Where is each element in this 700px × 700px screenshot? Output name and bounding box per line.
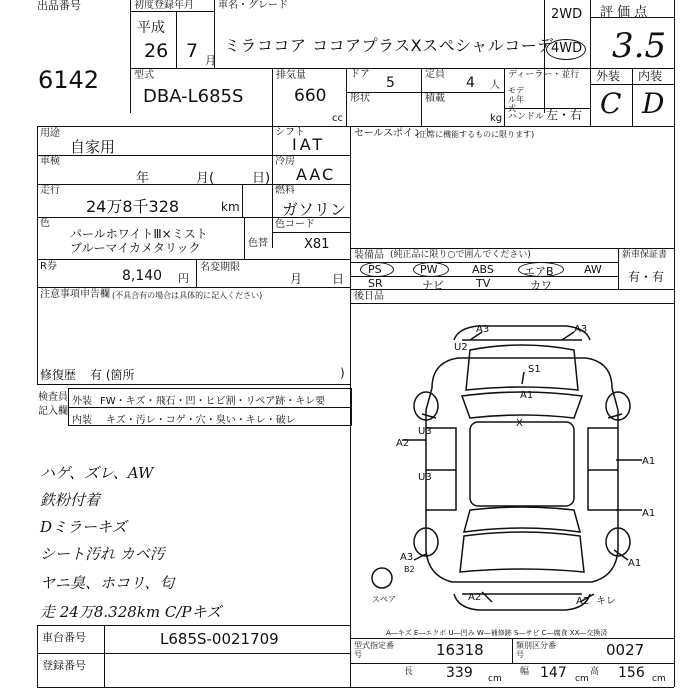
eval-label: 評 価 点 [600,5,648,20]
recycle-label: R券 [40,261,57,272]
repair-close: ) [340,366,345,380]
spare-label: スペア [372,595,396,604]
era: 平成 [137,20,165,36]
divider [37,217,350,218]
divider [37,126,674,127]
warranty-value: 有・有 [628,270,665,284]
rear-hatch [460,532,584,572]
drive-4wd: 4WD [551,41,583,56]
name-change-day: 日 [332,272,345,286]
kg-unit: kg [490,113,503,124]
cm-unit: cm [575,674,589,684]
height-label: 高 [590,667,600,677]
model-name: ミラココア ココアプラスXスペシャルコーデ [224,36,554,55]
equip-item: SR [368,277,383,290]
interior-grade: D [642,87,665,120]
reg-year: 26 [144,40,169,62]
displacement-label: 排気量 [276,70,306,81]
divider [590,17,674,18]
diagram-legend: A―キズ E―エクボ U―凹み W―補修跡 S―サビ C―腐食 XX―交換済 [386,629,608,637]
interior-row-label: 内装 [72,415,92,426]
fuel-value: ガソリン [282,200,347,219]
inspection-month-unit: 月( [196,171,215,186]
use-label: 用途 [40,128,60,139]
right-side [588,428,618,510]
rear-window [464,507,580,532]
cm-unit: cm [488,674,502,684]
doors: 5 [386,75,395,91]
divider [674,126,675,687]
body-label: 形状 [350,93,370,104]
spare-tire [372,568,392,588]
ac-value: AAC [296,165,336,184]
model-label: 車名・グレード [218,0,288,11]
note-line-5: ヤニ臭、ホコリ、匂 [40,574,175,592]
divider [590,0,591,126]
divider [350,303,674,304]
yen-unit: 円 [178,272,189,285]
cm-unit: cm [652,674,666,684]
ac-label: 冷房 [275,156,295,167]
damage-mark: B2 [404,565,415,574]
color-code: X81 [304,237,330,252]
drive-2wd: 2WD [551,7,583,22]
divider [37,287,350,288]
height-value: 156 [618,665,645,681]
inspector-label: 検査員記入欄 [38,392,68,417]
divider [504,68,505,126]
type-cert-label: 型式指定番号 [354,641,394,659]
note-line-2: 鉄粉付着 [40,491,101,509]
divider [590,84,674,85]
inspection-year-unit: 年 [136,171,150,186]
equip-item: TV [476,277,491,290]
displacement: 660 [294,86,327,106]
divider [272,68,273,126]
cc-unit: cc [332,113,343,124]
chassis-label: 車台番号 [42,631,86,644]
divider [618,248,619,289]
model-year-label: モデル年式 [508,86,524,113]
divider [37,625,350,626]
handle-value: 左・右 [546,108,583,122]
name-change-label: 名変期限 [200,262,240,273]
roof [470,422,574,506]
divider [242,184,243,217]
caution-note: (不具合有の場合は具体的に記入ください) [112,291,263,300]
width-label: 幅 [520,667,530,677]
type-cert-value: 16318 [436,641,484,659]
new-car-warranty-label: 新車保証書 [622,250,668,260]
shift-value: IAT [292,135,326,154]
note-line-3: Dミラーキズ [40,518,127,536]
mileage-value: 24万8千328 [86,197,180,216]
divider [37,384,350,385]
caution-label: 注意事項申告欄 [40,289,110,300]
reg-month: 7 [186,40,199,62]
exterior-row-label: 外装 [72,396,92,407]
equip-item: カワ [530,279,552,292]
color-value-2: ブルーマイカメタリック [70,241,201,255]
divider [244,217,245,259]
damage-mark: A2 [468,592,482,603]
divider [68,407,352,408]
fuel-label: 燃料 [275,185,295,196]
equip-item: ナビ [422,279,444,292]
equip-item: ABS [472,263,494,276]
first-reg-label: 初度登録年月 [134,0,194,11]
type-code: DBA-L685S [143,86,244,107]
divider [544,0,545,113]
recycle-value: 8,140 [122,268,163,284]
note-line-4: シート汚れ カベ汚 [40,545,165,563]
divider [37,625,38,687]
capacity: 4 [466,75,475,91]
exterior-grade: C [600,87,622,120]
damage-mark: A1 [642,508,656,519]
divider [350,248,674,249]
class-label: 類別区分番号 [516,641,556,659]
divider [346,68,347,126]
car-damage-diagram [352,310,672,628]
equip-item: AW [584,263,602,276]
inspection-day-unit: 日) [252,171,271,186]
doors-label: ドア [350,69,370,80]
color-value-1: パールホワイトⅢ×ミスト [70,227,208,241]
divider [504,108,590,109]
exterior-row-items: FW・キズ・飛石・凹・ヒビ割・リペア跡・キレ要 [100,396,326,407]
divider [632,68,633,126]
eval-score: 3.5 [612,26,667,66]
divider [176,11,177,68]
divider [37,653,350,654]
interior-row-items: キズ・汚レ・コゲ・穴・臭い・キレ・破レ [106,415,296,426]
damage-mark: S1 [528,364,541,375]
left-side [426,428,456,510]
damage-mark: A1 [628,558,642,569]
divider [130,0,131,113]
load-label: 積載 [425,93,445,104]
exterior-label: 外装 [596,69,621,83]
divider [272,232,350,233]
mileage-label: 走行 [40,185,60,196]
sales-point-label: セールスポイント [354,128,434,139]
inspection-label: 車検 [40,156,60,167]
divider [196,259,197,287]
damage-mark: X [516,418,523,429]
type-label: 型式 [134,70,154,81]
class-value: 0027 [606,641,645,659]
use-value: 自家用 [70,138,116,156]
damage-mark: A3 [400,552,414,563]
damage-mark: A1 [520,390,534,401]
damage-mark: A3 [476,324,490,335]
repair-value: 有 (箇所 [90,368,135,382]
equip-label: 装備品 [354,250,384,261]
dealer-label: ディーラー・並行 [508,70,580,80]
divider [104,625,105,687]
repair-label: 修復歴 [40,368,77,382]
divider [214,0,215,68]
shift-label: シフト [275,127,305,138]
equip-note: (純正品に限り○で囲んでください) [390,250,531,260]
divider [37,687,674,688]
equip-item: エアB [524,265,554,278]
interior-label: 内装 [638,69,663,83]
color-label: 色 [40,218,50,229]
km-unit: km [221,200,240,214]
divider [350,289,674,290]
note-line-6: 走 24万8.328km C/Pキズ [40,603,222,621]
damage-mark: キレ [596,596,616,607]
width-value: 147 [540,665,567,681]
handle-label: ハンドル [508,112,545,122]
length-value: 339 [446,665,473,681]
length-label: 長 [404,667,414,677]
equip-item: PS [368,263,382,276]
divider [37,126,38,384]
chassis-value: L685S-0021709 [160,630,279,648]
damage-mark: A3 [574,324,588,335]
damage-mark: U2 [454,342,468,353]
divider [130,11,214,12]
damage-mark: A2 [396,438,410,449]
reg-label: 登録番号 [42,659,86,672]
divider [37,259,350,260]
sales-point-note: (正常に機能するものに限ります) [416,130,535,139]
name-change-month: 月 [290,272,303,286]
lot-number: 6142 [38,66,100,94]
lot-label: 出品番号 [37,0,81,12]
color-code-label: 色コード [275,219,315,230]
person-unit: 人 [490,80,500,91]
divider [272,126,273,248]
rear-label: 後日品 [354,291,384,302]
note-line-1: ハゲ、ズレ、AW [40,464,154,482]
damage-mark: U3 [418,426,432,437]
divider [37,184,350,185]
month-unit: 月 [205,54,216,67]
damage-mark: A2 [576,596,590,607]
color-change-label: 色替 [248,238,268,249]
divider [37,155,350,156]
divider [512,638,513,663]
divider [421,68,422,126]
capacity-label: 定員 [425,69,445,80]
damage-mark: A1 [642,456,656,467]
equip-item: PW [420,263,438,276]
divider [674,0,675,126]
damage-mark: U3 [418,472,432,483]
divider [350,663,674,664]
